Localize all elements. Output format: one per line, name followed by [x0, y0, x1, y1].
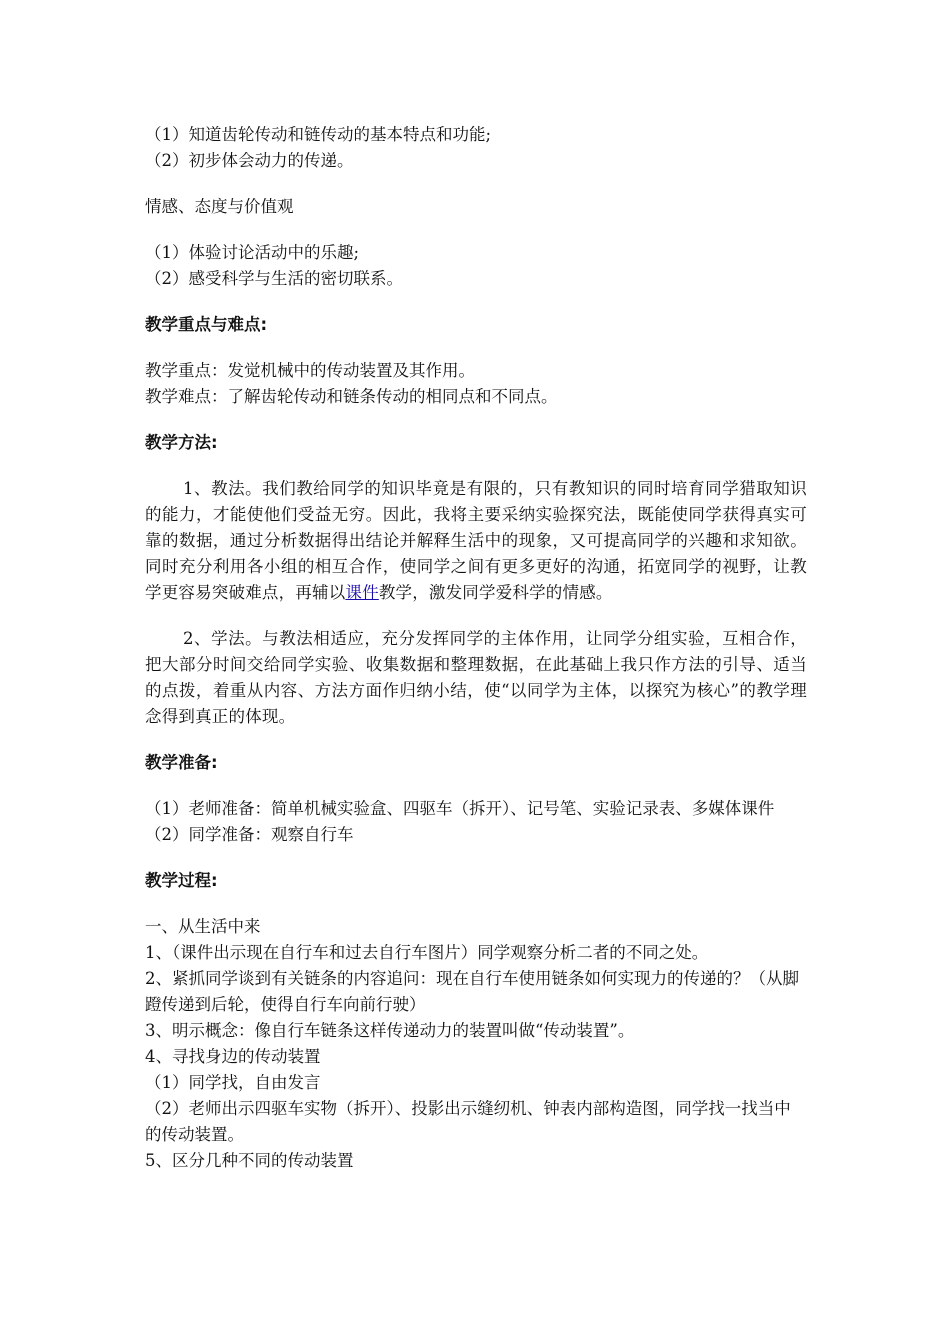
- courseware-link[interactable]: 课件: [345, 583, 379, 602]
- emotion-title: 情感、态度与价值观: [145, 197, 294, 216]
- teacher-preparation: （1）老师准备：简单机械实验盒、四驱车（拆开）、记号笔、实验记录表、多媒体课件: [145, 799, 775, 818]
- skill-item-2: （2）初步体会动力的传递。: [145, 151, 354, 170]
- process-line: 3、明示概念：像自行车链条这样传递动力的装置叫做“传动装置”。: [145, 1021, 635, 1040]
- process-line: 2、紧抓同学谈到有关链条的内容追问：现在自行车使用链条如何实现力的传递的？（从脚蹬传递到后轮，使得自行车向前行驶）: [145, 969, 799, 1014]
- process-line: 4、寻找身边的传动装置: [145, 1047, 321, 1066]
- process-line: 1、（课件出示现在自行车和过去自行车图片）同学观察分析二者的不同之处。: [145, 943, 709, 962]
- teaching-method-paragraph: [145, 476, 807, 606]
- teaching-method-text-end: 教学，激发同学爱科学的情感。: [378, 583, 613, 602]
- student-preparation: （2）同学准备：观察自行车: [145, 825, 354, 844]
- preparation-heading: 教学准备:: [145, 753, 218, 772]
- process-heading: 教学过程:: [145, 871, 218, 890]
- teaching-method-text: 1、教法。我们教给同学的知识毕竟是有限的，只有教知识的同时培育同学猎取知识的能力，才能使他们受益无穷。因此，我将主要采纳实验探究法，既能使同学获得真实可靠的数据，通过分析数据得出结论并解释生活中的现象，又可提高同学的兴趣和求知欲。同时充分利用各小组的相互合作，使同学之间有更多更好的沟通，拓宽同学的视野，让教学更容易突破难点，再辅以: [145, 479, 807, 602]
- emotion-item-2: （2）感受科学与生活的密切联系。: [145, 269, 403, 288]
- key-points-heading: 教学重点与难点:: [145, 315, 268, 334]
- key-difficulty: 教学难点：了解齿轮传动和链条传动的相同点和不同点。: [145, 387, 558, 406]
- key-focus: 教学重点：发觉机械中的传动装置及其作用。: [145, 361, 475, 380]
- process-line: 一、从生活中来: [145, 917, 261, 936]
- methods-heading: 教学方法:: [145, 433, 218, 452]
- learning-method-paragraph: 2、学法。与教法相适应，充分发挥同学的主体作用，让同学分组实验，互相合作，把大部分时间交给同学实验、收集数据和整理数据，在此基础上我只作方法的引导、适当的点拨，着重从内容、方法方面作归纳小结，使“以同学为主体，以探究为核心”的教学理念得到真正的体现。: [145, 629, 807, 726]
- process-line: （1）同学找，自由发言: [145, 1073, 321, 1092]
- skill-item-1: （1）知道齿轮传动和链传动的基本特点和功能;: [145, 125, 492, 144]
- emotion-item-1: （1）体验讨论活动中的乐趣;: [145, 243, 360, 262]
- process-line: （2）老师出示四驱车实物（拆开）、投影出示缝纫机、钟表内部构造图，同学找一找当中的传动装置。: [145, 1099, 791, 1144]
- document-page: [145, 122, 807, 1174]
- process-line: 5、区分几种不同的传动装置: [145, 1151, 354, 1170]
